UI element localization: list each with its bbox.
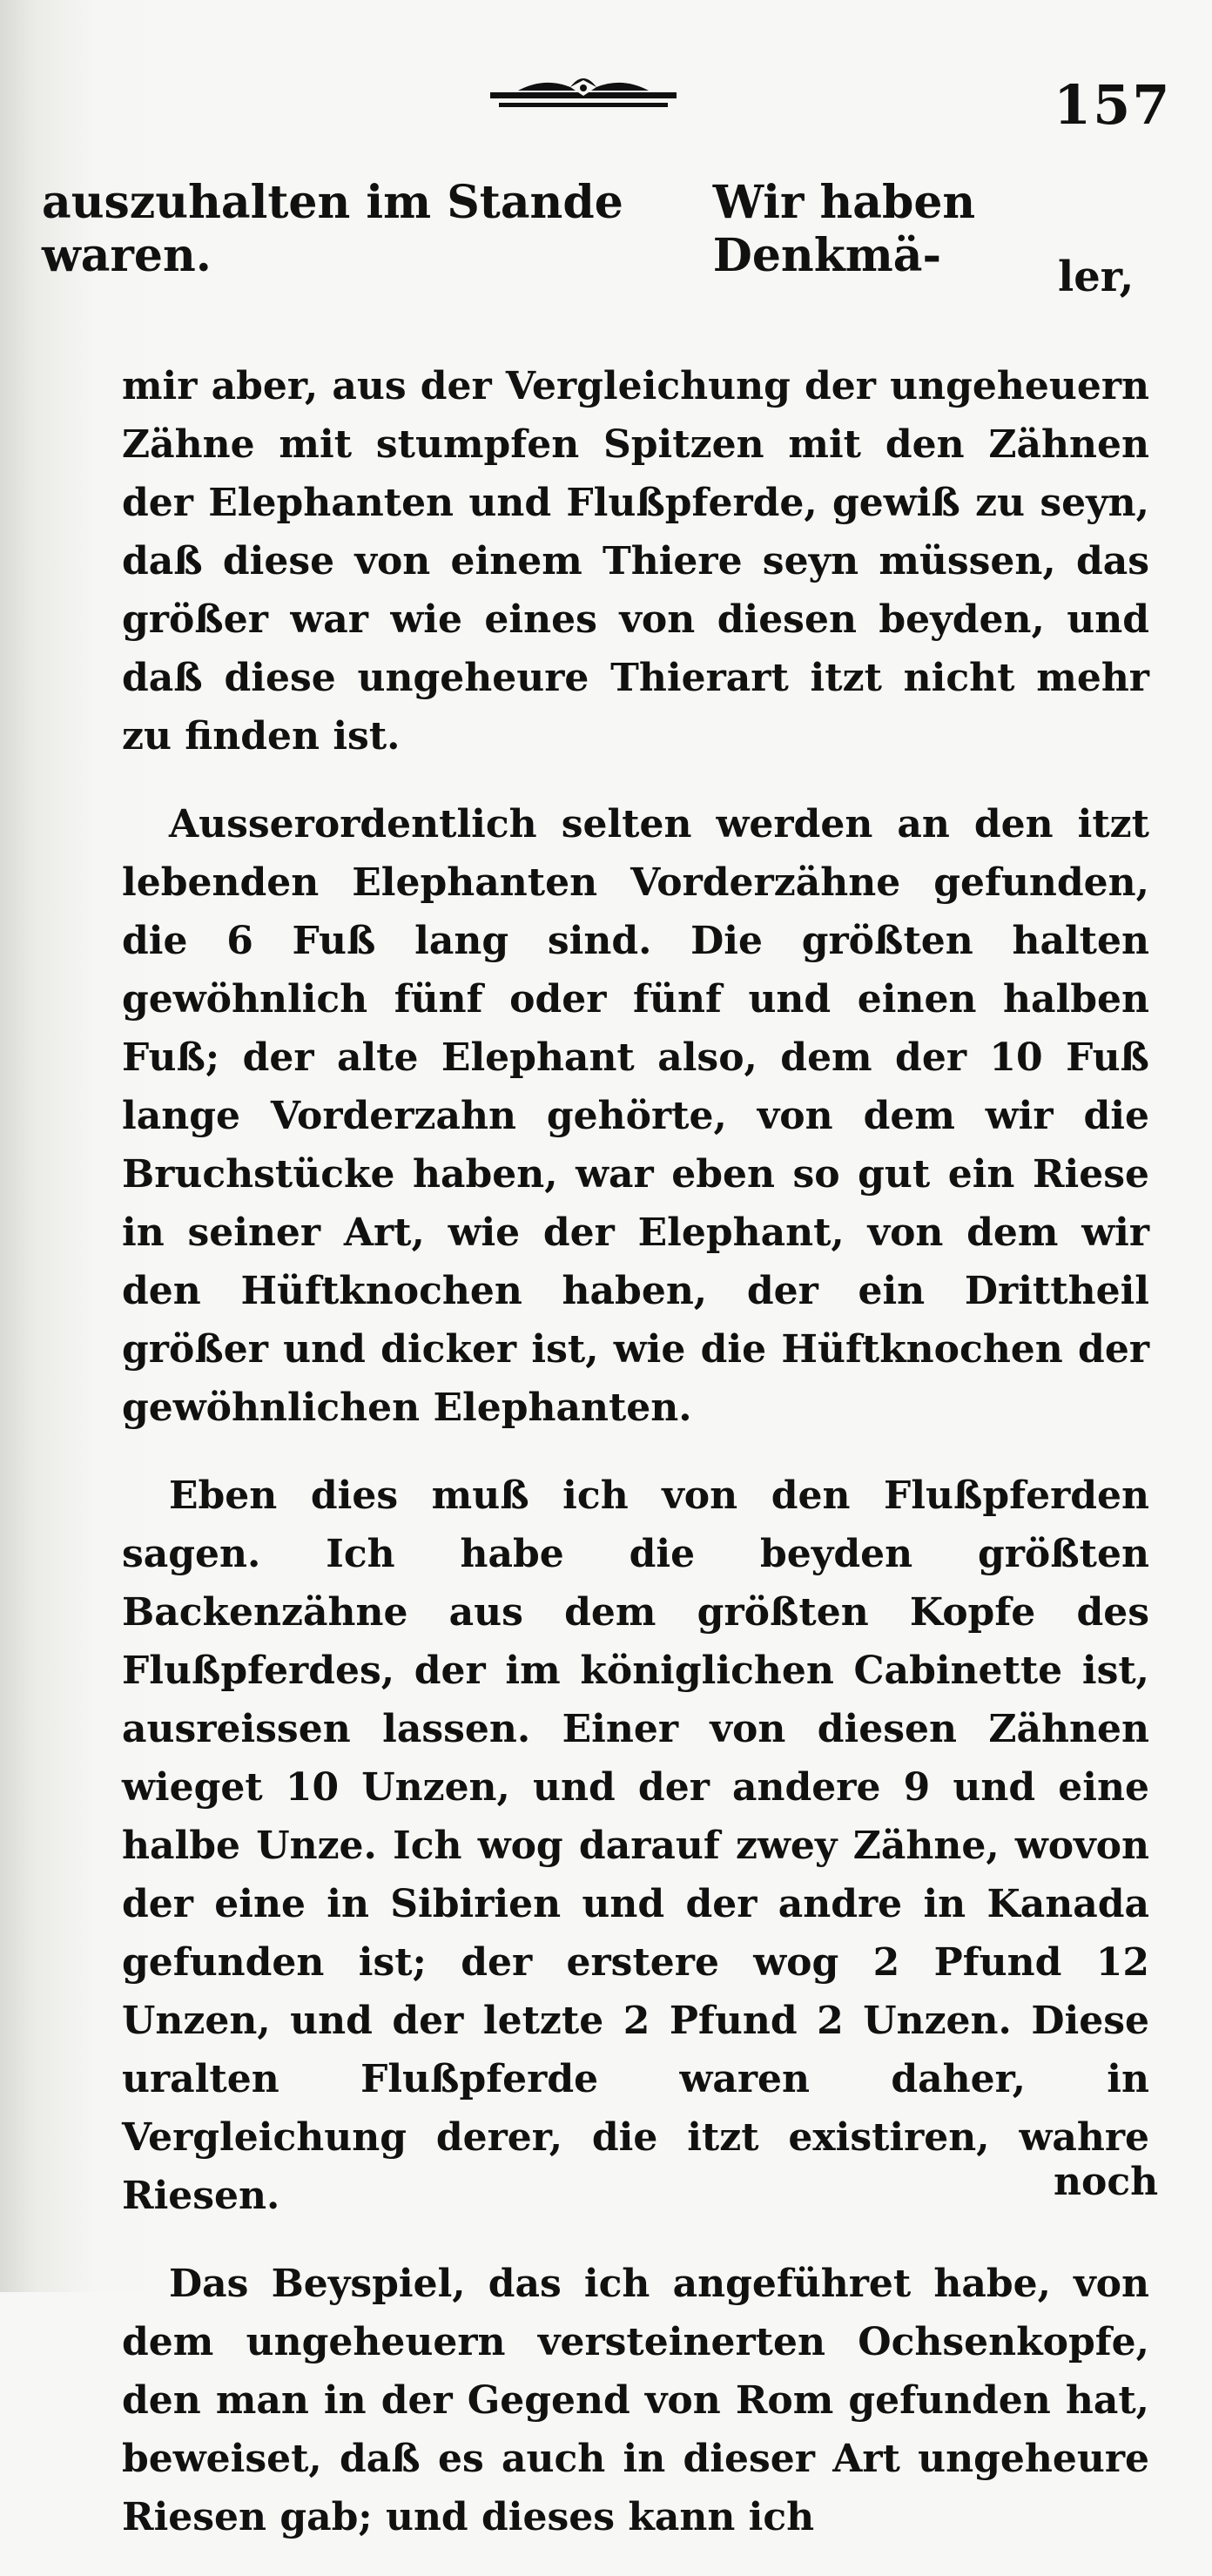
- carry-over-line: [42, 176, 1156, 282]
- paragraph-4: Das Beyspiel, das ich angeführet habe, von dem ungeheuern versteinerten Ochsenkopfe, den man in der Gegend von Rom gefunden hat, beweiset, daß es auch in dieser Art ungeheure Riesen gab; und dieses kann ich: [122, 2262, 1149, 2539]
- decorative-rule-ornament-icon: [483, 61, 683, 122]
- catchword: noch: [1054, 2160, 1159, 2204]
- carry-over-right-text: Wir haben Denkmä-: [712, 176, 976, 282]
- paragraph-2: Ausserordentlich selten werden an den itzt lebenden Elephanten Vorderzähne gefunden, die 6 Fuß lang sind. Die größten halten gewöhnlich fünf oder fünf und einen halben Fuß; der alte Elephant also, dem der 10 Fuß lange Vorderzahn gehörte, von dem wir die Bruchstücke haben, war eben so gut ein Riese in seiner Art, wie der Elephant, von dem wir den Hüftknochen haben, der ein Drittheil größer und dicker ist, wie die Hüftknochen der gewöhnlichen Elephanten.: [122, 802, 1149, 1430]
- page-header: [0, 0, 1212, 157]
- paragraph-3: Eben dies muß ich von den Flußpferden sagen. Ich habe die beyden größten Backenzähne aus dem größten Kopfe des Flußpferdes, der im königlichen Cabinette ist, ausreissen lassen. Einer von diesen Zähnen wieget 10 Unzen, und der andere 9 und eine halbe Unze. Ich wog darauf zwey Zähne, wovon der eine in Sibirien und der andre in Kanada gefunden ist; der erstere wog 2 Pfund 12 Unzen, und der letzte 2 Pfund 2 Unzen. Diese uralten Flußpferde waren daher, in Vergleichung derer, die itzt existiren, wahre Riesen.: [122, 1473, 1149, 2218]
- page-number: 157: [1054, 73, 1172, 137]
- carry-over-left-text: auszuhalten im Stande waren.: [42, 176, 623, 282]
- main-text-block: [122, 357, 1149, 2576]
- carry-over-continuation: ler,: [1058, 253, 1135, 301]
- paragraph-1: mir aber, aus der Vergleichung der ungeheuern Zähne mit stumpfen Spitzen mit den Zähnen der Elephanten und Flußpferde, gewiß zu seyn, daß diese von einem Thiere seyn müssen, das größer war wie eines von diesen beyden, und daß diese ungeheure Thierart itzt nicht mehr zu finden ist.: [122, 364, 1149, 759]
